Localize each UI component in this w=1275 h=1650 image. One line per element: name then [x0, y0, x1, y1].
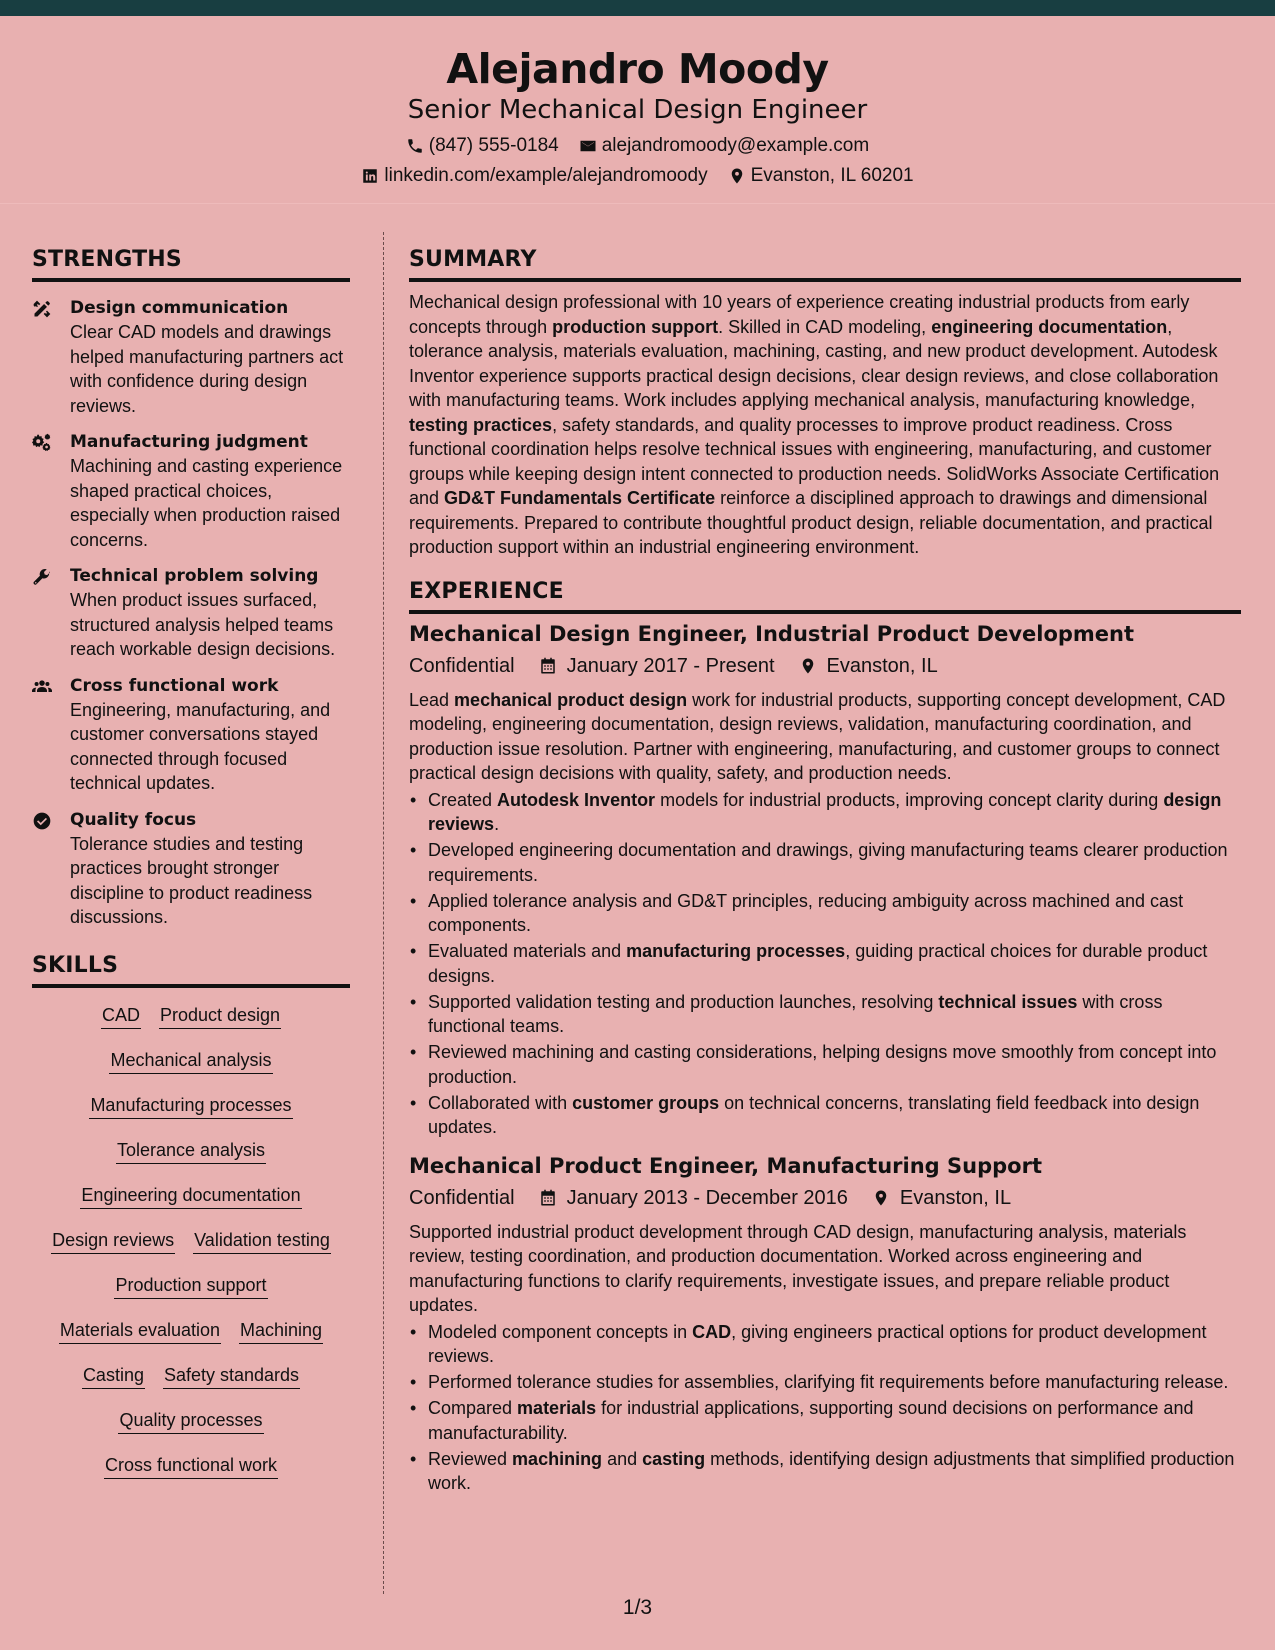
bullet-emphasis: materials	[517, 1398, 597, 1418]
wrench-icon-wrapper	[32, 564, 70, 662]
job-summary-emphasis: mechanical product design	[454, 689, 688, 710]
skill-row	[32, 1182, 350, 1227]
phone-icon	[406, 137, 424, 155]
skill-row	[32, 1272, 350, 1317]
strength-title: Technical problem solving	[70, 566, 319, 586]
strength-item	[32, 430, 350, 552]
linkedin-icon	[361, 167, 379, 185]
skill-tag: Design reviews	[51, 1227, 175, 1254]
linkedin-contact[interactable]	[361, 164, 707, 188]
calendar-icon	[539, 1189, 557, 1207]
skill-row	[32, 1362, 350, 1407]
candidate-title: Senior Mechanical Design Engineer	[407, 95, 868, 125]
job-summary-text: Supported industrial product development through CAD design, manufacturing analysis, materials review, testing coordination, and production documentation. Worked across engineering and manufacturing functions to clarify requirements, investigate issues, and prepare reliable product updates.	[409, 1221, 1187, 1315]
summary-text: , safety standards, and quality processes to improve product readiness. Cross functional coordination helps resolve technical issues with engineering, manufacturing, and customer groups while keeping design intent connected to production needs. SolidWorks Associate Certification and	[409, 414, 1220, 508]
bullet-item	[409, 1320, 1241, 1369]
bullet-text: methods, identifying design adjustments that simplified production work.	[428, 1448, 1235, 1493]
bullet-text: Developed engineering documentation and drawings, giving manufacturing teams clearer production requirements.	[428, 840, 1228, 885]
bullet-item	[409, 1447, 1241, 1496]
bullet-text: Evaluated materials and	[428, 941, 627, 961]
strength-item	[32, 674, 350, 796]
bullet-text: Performed tolerance studies for assemblies, clarifying fit requirements before manufacturing release.	[428, 1372, 1229, 1392]
envelope-icon	[579, 137, 597, 155]
strength-title: Cross functional work	[70, 675, 279, 696]
skill-row	[32, 1407, 350, 1452]
job-location: Evanston, IL	[826, 654, 938, 677]
summary-emphasis: GD&T Fundamentals Certificate	[444, 488, 716, 508]
summary-text: . Skilled in CAD modeling,	[718, 316, 932, 337]
strength-item	[32, 808, 350, 930]
bullet-text: Applied tolerance analysis and GD&T principles, reducing ambiguity across machined and cast components.	[428, 890, 1184, 935]
bullet-item	[409, 1040, 1241, 1089]
candidate-name: Alejandro Moody	[446, 45, 829, 93]
bullet-emphasis: customer groups	[572, 1092, 720, 1113]
skill-tag: Casting	[82, 1362, 145, 1389]
cogs-icon-wrapper	[32, 430, 70, 552]
job-bullets	[409, 1320, 1241, 1496]
bullet-text: Reviewed machining and casting considerations, helping designs move smoothly from concept into production.	[428, 1042, 1217, 1087]
bullet-emphasis: CAD	[692, 1321, 732, 1342]
strength-body	[70, 564, 350, 662]
users-icon	[32, 677, 52, 697]
bullet-text: Modeled component concepts in	[428, 1321, 693, 1342]
bullet-text: Reviewed	[428, 1448, 513, 1469]
job-summary	[409, 688, 1241, 786]
bullet-item	[409, 889, 1241, 938]
job-entry	[409, 1152, 1241, 1496]
bullet-emphasis: technical issues	[938, 991, 1078, 1012]
bullet-emphasis: Autodesk Inventor	[497, 789, 656, 810]
job-summary-text: Lead	[409, 689, 455, 710]
job-dates: January 2017 - Present	[566, 654, 775, 677]
cogs-icon	[32, 433, 52, 453]
skill-tag: Cross functional work	[104, 1452, 278, 1479]
job-company: Confidential	[409, 654, 515, 677]
phone-contact[interactable]	[406, 134, 559, 158]
wrench-icon	[32, 567, 52, 587]
skill-row	[32, 1047, 350, 1092]
map-marker-icon	[728, 167, 746, 185]
email-contact[interactable]	[579, 134, 869, 158]
bullet-emphasis: manufacturing processes	[626, 941, 846, 961]
summary-text	[409, 290, 1241, 560]
skill-tag: Quality processes	[118, 1407, 263, 1434]
job-dates: January 2013 - December 2016	[566, 1186, 848, 1209]
check-circle-icon-wrapper	[32, 808, 70, 930]
job-title: Mechanical Product Engineer, Manufacturing Support	[409, 1153, 1042, 1178]
bullet-item	[409, 1091, 1241, 1140]
skill-row	[32, 1452, 350, 1497]
strengths-heading: STRENGTHS	[32, 246, 350, 282]
location-contact	[728, 164, 914, 188]
strength-title: Design communication	[70, 298, 289, 318]
skill-row	[32, 1002, 350, 1047]
skill-tag: Mechanical analysis	[109, 1047, 272, 1074]
users-icon-wrapper	[32, 674, 70, 796]
linkedin-text: linkedin.com/example/alejandromoody	[384, 165, 708, 186]
skill-tag: Safety standards	[163, 1362, 300, 1389]
bullet-text: Compared	[428, 1398, 518, 1418]
skill-tag: Production support	[114, 1272, 267, 1299]
top-accent-bar	[0, 0, 1275, 16]
skill-tag: Tolerance analysis	[116, 1137, 266, 1164]
summary-emphasis: testing practices	[409, 414, 553, 435]
job-company: Confidential	[409, 1186, 515, 1209]
bullet-item	[409, 990, 1241, 1039]
left-column	[32, 246, 350, 1497]
strength-description: When product issues surfaced, structured analysis helped teams reach workable design decisions.	[70, 590, 336, 659]
bullet-item	[409, 838, 1241, 887]
column-divider	[383, 232, 384, 1594]
skill-tag: Product design	[159, 1002, 281, 1029]
map-marker-icon	[872, 1189, 890, 1207]
skill-row	[32, 1092, 350, 1137]
bullet-text: Created	[428, 789, 498, 810]
page-number: 1/3	[622, 1596, 653, 1619]
skill-tag: Validation testing	[193, 1227, 331, 1254]
bullet-item	[409, 1396, 1241, 1445]
bullet-item	[409, 939, 1241, 988]
skill-tag: Engineering documentation	[80, 1182, 301, 1209]
strength-title: Quality focus	[70, 809, 197, 830]
strengths-list	[32, 296, 350, 930]
contact-row-2	[0, 164, 1275, 188]
email-text: alejandromoody@example.com	[601, 135, 870, 156]
strength-body	[70, 296, 350, 418]
bullet-text: on technical concerns, translating field feedback into design updates.	[428, 1092, 1200, 1137]
strength-body	[70, 674, 350, 796]
resume-header	[0, 16, 1275, 204]
skill-tag: CAD	[101, 1002, 141, 1029]
strength-item	[32, 296, 350, 418]
job-location: Evanston, IL	[899, 1186, 1012, 1209]
job-bullets	[409, 788, 1241, 1140]
experience-list	[409, 620, 1241, 1496]
skills-list	[32, 1002, 350, 1497]
job-entry	[409, 620, 1241, 1140]
skill-row	[32, 1137, 350, 1182]
skill-tag: Manufacturing processes	[89, 1092, 292, 1119]
location-text: Evanston, IL 60201	[750, 165, 914, 186]
bullet-emphasis: casting	[642, 1448, 706, 1469]
summary-text: , tolerance analysis, materials evaluation, machining, casting, and new product development. Autodesk Inventor experience supports practical design decisions, clear design reviews, and close collaboration with manufacturing teams. Work includes applying mechanical analysis, manufacturing knowledge,	[409, 316, 1219, 410]
skill-row	[32, 1317, 350, 1362]
bullet-text: Supported validation testing and production launches, resolving	[428, 991, 939, 1012]
summary-heading: SUMMARY	[409, 246, 1241, 282]
right-column	[409, 246, 1241, 1496]
bullet-text: and	[602, 1448, 643, 1469]
bullet-item	[409, 788, 1241, 837]
skill-tag: Machining	[239, 1317, 323, 1344]
pencil-ruler-icon-wrapper	[32, 296, 70, 418]
bullet-text: for industrial applications, supporting sound decisions on performance and manufacturability.	[428, 1398, 1194, 1443]
summary-text: reinforce a disciplined approach to drawings and dimensional requirements. Prepared to contribute thoughtful product design, reliable documentation, and practical production support within an industrial engineering environment.	[409, 488, 1213, 557]
skills-heading: SKILLS	[32, 952, 350, 988]
calendar-icon	[539, 657, 557, 675]
contact-row-1	[0, 134, 1275, 158]
job-summary-text: work for industrial products, supporting concept development, CAD modeling, engineering documentation, design reviews, validation, manufacturing coordination, and production issue resolution. Partner with engineering, manufacturing, and customer groups to connect practical design decisions with quality, safety, and production needs.	[409, 689, 1226, 783]
strength-description: Tolerance studies and testing practices brought stronger discipline to product readiness discussions.	[70, 833, 313, 927]
bullet-text: with cross functional teams.	[428, 991, 1163, 1036]
bullet-text: , guiding practical choices for durable product designs.	[428, 941, 1208, 986]
job-meta	[409, 1184, 1241, 1212]
experience-heading: EXPERIENCE	[409, 578, 1241, 614]
bullet-item	[409, 1370, 1241, 1395]
strength-body	[70, 430, 350, 552]
phone-text: (847) 555-0184	[428, 135, 559, 156]
summary-text: Mechanical design professional with 10 years of experience creating industrial products from early concepts through	[409, 292, 1190, 337]
strength-description: Engineering, manufacturing, and customer conversations stayed connected through focused technical updates.	[70, 699, 331, 793]
strength-description: Machining and casting experience shaped practical choices, especially when production raised concerns.	[70, 456, 343, 550]
pencil-ruler-icon	[32, 299, 52, 319]
job-title: Mechanical Design Engineer, Industrial Product Development	[409, 621, 1135, 646]
check-circle-icon	[32, 811, 52, 831]
skill-tag: Materials evaluation	[59, 1317, 221, 1344]
bullet-emphasis: machining	[512, 1448, 603, 1469]
job-summary	[409, 1220, 1241, 1318]
strength-body	[70, 808, 350, 930]
strength-title: Manufacturing judgment	[70, 432, 308, 452]
skill-row	[32, 1227, 350, 1272]
bullet-text: Collaborated with	[428, 1092, 573, 1113]
job-meta	[409, 652, 1241, 680]
summary-emphasis: engineering documentation	[931, 316, 1168, 337]
strength-item	[32, 564, 350, 662]
bullet-text: .	[494, 814, 500, 834]
summary-emphasis: production support	[552, 316, 719, 337]
map-marker-icon	[799, 657, 817, 675]
bullet-emphasis: design reviews	[428, 789, 1222, 834]
bullet-text: models for industrial products, improving concept clarity during	[655, 789, 1164, 810]
bullet-text: , giving engineers practical options for product development reviews.	[428, 1321, 1207, 1366]
strength-description: Clear CAD models and drawings helped manufacturing partners act with confidence during design reviews.	[70, 322, 344, 416]
